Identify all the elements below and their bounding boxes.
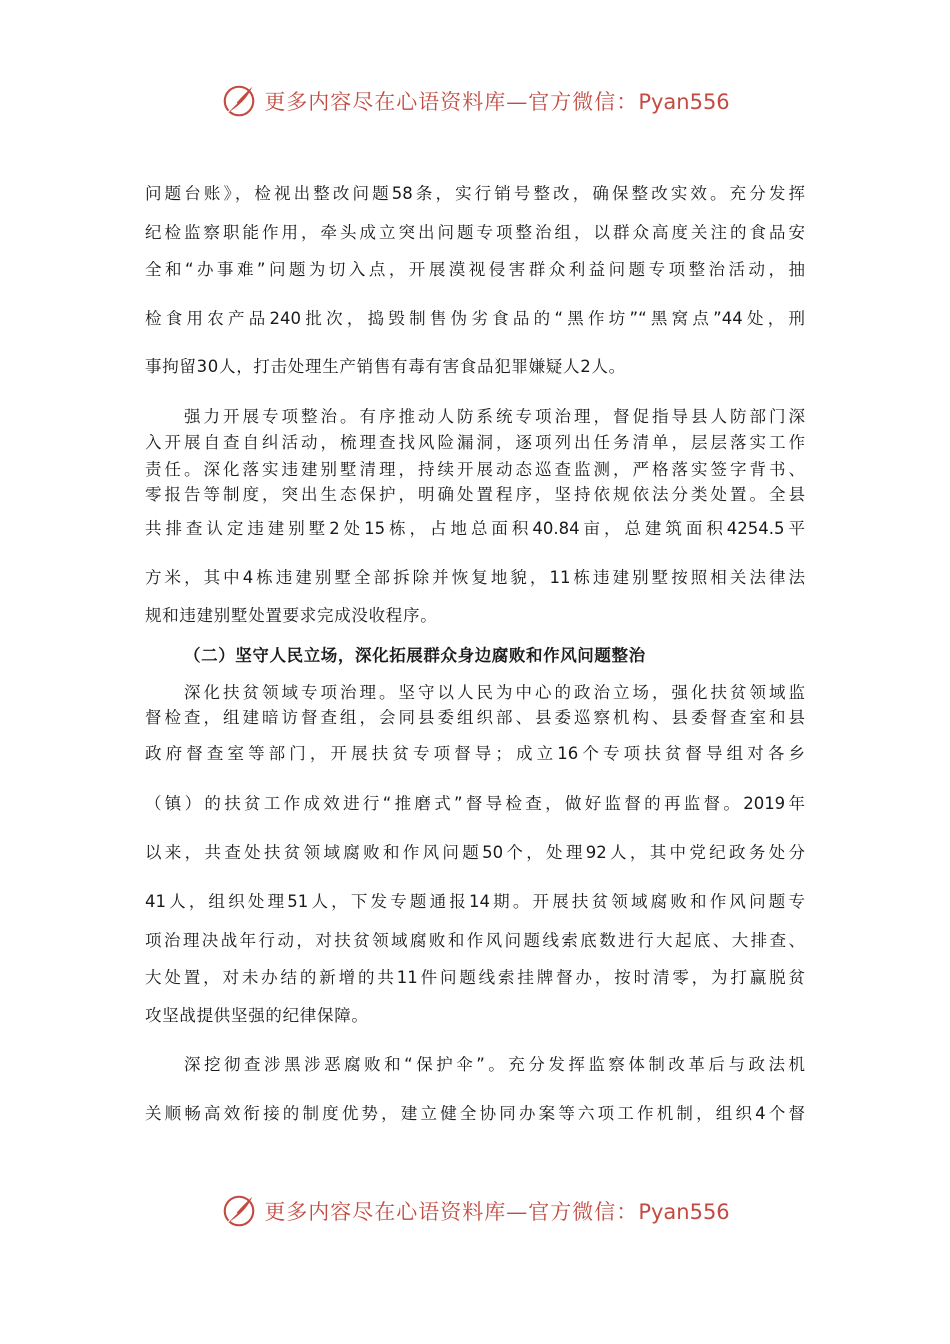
paragraph-line: 大处置，对未办结的新增的共11件问题线索挂牌督办，按时清零，为打赢脱贫	[145, 968, 805, 987]
paragraph-line: 41人，组织处理51人，下发专题通报14期。开展扶贫领域腐败和作风问题专	[145, 892, 805, 911]
paragraph-line: 责任。深化落实违建别墅清理，持续开展动态巡查监测，严格落实签字背书、	[145, 460, 805, 479]
paragraph-line: 全和“办事难”问题为切入点，开展漠视侵害群众利益问题专项整治活动，抽	[145, 260, 805, 279]
paragraph-line: 深化扶贫领域专项治理。坚守以人民为中心的政治立场，强化扶贫领域监	[184, 683, 805, 702]
footer-banner	[0, 1186, 950, 1236]
paragraph-line: 攻坚战提供坚强的纪律保障。	[145, 1006, 369, 1025]
paragraph-line: 方米，其中4栋违建别墅全部拆除并恢复地貌，11栋违建别墅按照相关法律法	[145, 568, 805, 587]
paragraph-line: 规和违建别墅处置要求完成没收程序。	[145, 606, 438, 625]
paragraph-line: 关顺畅高效衔接的制度优势，建立健全协同办案等六项工作机制，组织4个督	[145, 1104, 805, 1123]
paragraph-line: 共排查认定违建别墅2处15栋，占地总面积40.84亩，总建筑面积4254.5平	[145, 519, 805, 538]
paragraph-line: 强力开展专项整治。有序推动人防系统专项治理，督促指导县人防部门深	[184, 407, 805, 426]
paragraph-line: 入开展自查自纠活动，梳理查找风险漏洞，逐项列出任务清单，层层落实工作	[145, 433, 805, 452]
paragraph-line: 事拘留30人，打击处理生产销售有毒有害食品犯罪嫌疑人2人。	[145, 357, 626, 376]
paragraph-line: 纪检监察职能作用，牵头成立突出问题专项整治组，以群众高度关注的食品安	[145, 223, 805, 242]
paragraph-line: 检食用农产品240批次，捣毁制售伪劣食品的“黑作坊”“黑窝点”44处，刑	[145, 309, 805, 328]
quill-logo-icon	[220, 1192, 258, 1230]
footer-banner-text: 更多内容尽在心语资料库—官方微信：Pyan556	[264, 1200, 730, 1224]
paragraph-line: 深挖彻查涉黑涉恶腐败和“保护伞”。充分发挥监察体制改革后与政法机	[184, 1055, 805, 1074]
paragraph-line: 问题台账》，检视出整改问题58条，实行销号整改，确保整改实效。充分发挥	[145, 184, 805, 203]
paragraph-line: 以来，共查处扶贫领域腐败和作风问题50个，处理92人，其中党纪政务处分	[145, 843, 805, 862]
paragraph-line: 零报告等制度，突出生态保护，明确处置程序，坚持依规依法分类处置。全县	[145, 485, 805, 504]
paragraph-line: 督检查，组建暗访督查组，会同县委组织部、县委巡察机构、县委督查室和县	[145, 708, 805, 727]
header-banner	[0, 76, 950, 126]
paragraph-line: 项治理决战年行动，对扶贫领域腐败和作风问题线索底数进行大起底、大排查、	[145, 931, 805, 950]
paragraph-line: 政府督查室等部门，开展扶贫专项督导；成立16个专项扶贫督导组对各乡	[145, 744, 805, 763]
paragraph-line: （镇）的扶贫工作成效进行“推磨式”督导检查，做好监督的再监督。2019年	[145, 794, 805, 813]
section-heading: （二）坚守人民立场，深化拓展群众身边腐败和作风问题整治	[184, 646, 646, 665]
header-banner-text: 更多内容尽在心语资料库—官方微信：Pyan556	[264, 90, 730, 114]
quill-logo-icon	[220, 82, 258, 120]
